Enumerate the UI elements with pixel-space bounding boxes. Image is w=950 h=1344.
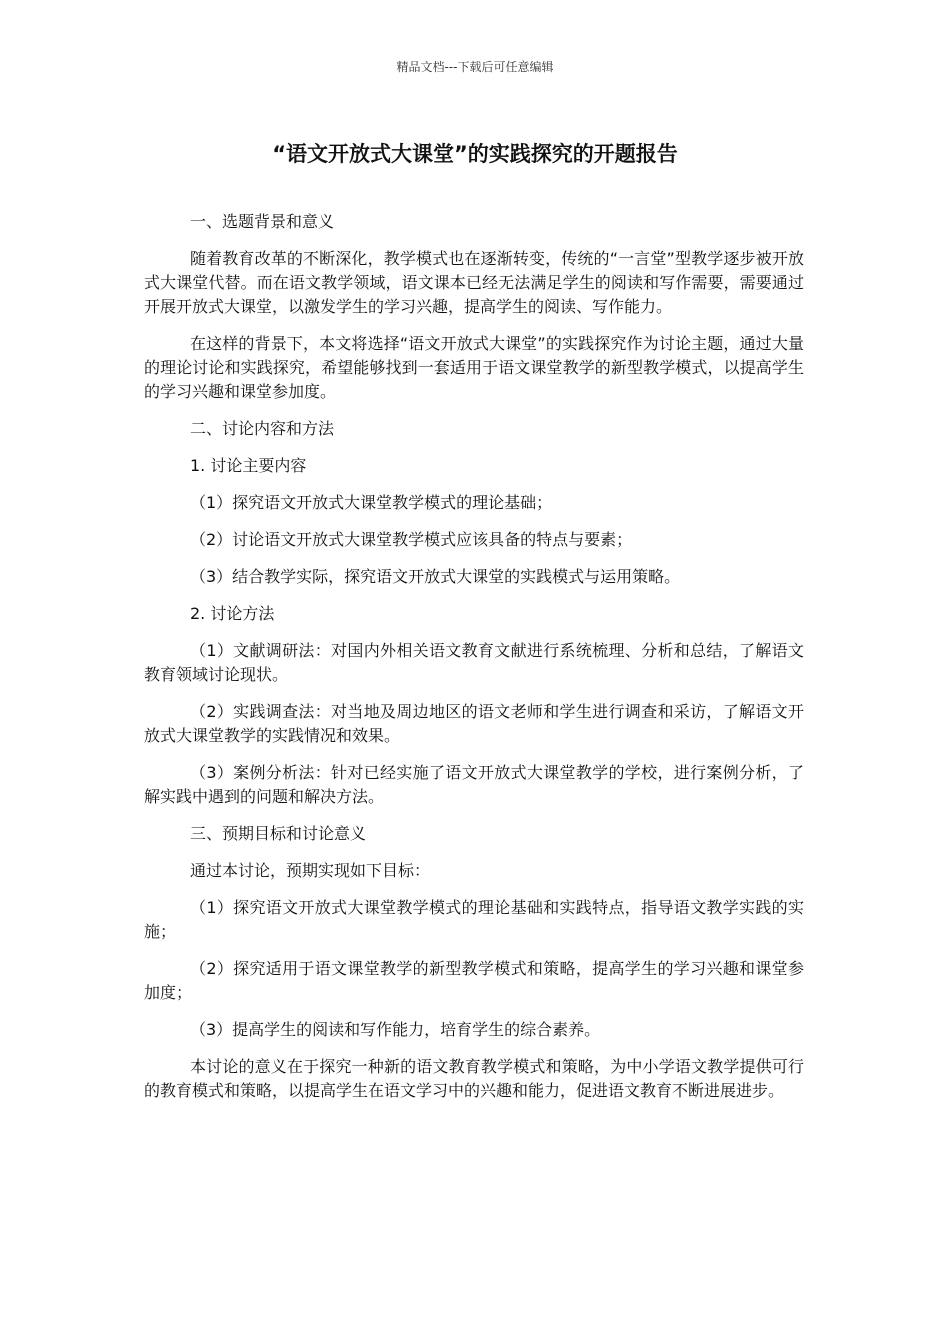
- paragraph: 在这样的背景下，本文将选择“语文开放式大课堂”的实践探究作为讨论主题，通过大量的理论讨论和实践探究，希望能够找到一套适用于语文课堂教学的新型教学模式，以提高学生的学习兴趣和课堂参加度。: [144, 334, 804, 401]
- list-item: （3）提高学生的阅读和写作能力，培育学生的综合素养。: [190, 1020, 601, 1039]
- document-title: “语文开放式大课堂”的实践探究的开题报告: [272, 142, 678, 166]
- list-item: （1）探究语文开放式大课堂教学模式的理论基础和实践特点，指导语文教学实践的实施；: [144, 898, 804, 941]
- list-item: （2）实践调查法：对当地及周边地区的语文老师和学生进行调查和采访，了解语文开放式大课堂教学的实践情况和效果。: [144, 702, 804, 745]
- list-item: （3）案例分析法：针对已经实施了语文开放式大课堂教学的学校，进行案例分析，了解实践中遇到的问题和解决方法。: [144, 763, 804, 806]
- section-heading-2: 二、讨论内容和方法: [190, 419, 335, 438]
- subheading-methods: 2. 讨论方法: [190, 604, 275, 623]
- header-watermark: 精品文档---下载后可任意编辑: [396, 60, 554, 74]
- document-body: [144, 210, 804, 1116]
- list-item: （1）文献调研法：对国内外相关语文教育文献进行系统梳理、分析和总结，了解语文教育领域讨论现状。: [144, 641, 804, 684]
- subheading-main-content: 1. 讨论主要内容: [190, 456, 307, 475]
- list-item: （2）探究适用于语文课堂教学的新型教学模式和策略，提高学生的学习兴趣和课堂参加度；: [144, 959, 804, 1002]
- section-heading-3: 三、预期目标和讨论意义: [190, 824, 367, 843]
- paragraph: 通过本讨论，预期实现如下目标：: [190, 861, 431, 880]
- paragraph: 本讨论的意义在于探究一种新的语文教育教学模式和策略，为中小学语文教学提供可行的教育模式和策略，以提高学生在语文学习中的兴趣和能力，促进语文教育不断进展进步。: [144, 1057, 804, 1100]
- list-item: （1）探究语文开放式大课堂教学模式的理论基础；: [190, 493, 553, 512]
- paragraph: 随着教育改革的不断深化，教学模式也在逐渐转变，传统的“一言堂”型教学逐步被开放式大课堂代替。而在语文教学领域，语文课本已经无法满足学生的阅读和写作需要，需要通过开展开放式大课堂，以激发学生的学习兴趣，提高学生的阅读、写作能力。: [144, 249, 804, 316]
- section-heading-1: 一、选题背景和意义: [190, 212, 335, 231]
- list-item: （3）结合教学实际，探究语文开放式大课堂的实践模式与运用策略。: [190, 567, 681, 586]
- list-item: （2）讨论语文开放式大课堂教学模式应该具备的特点与要素；: [190, 530, 633, 549]
